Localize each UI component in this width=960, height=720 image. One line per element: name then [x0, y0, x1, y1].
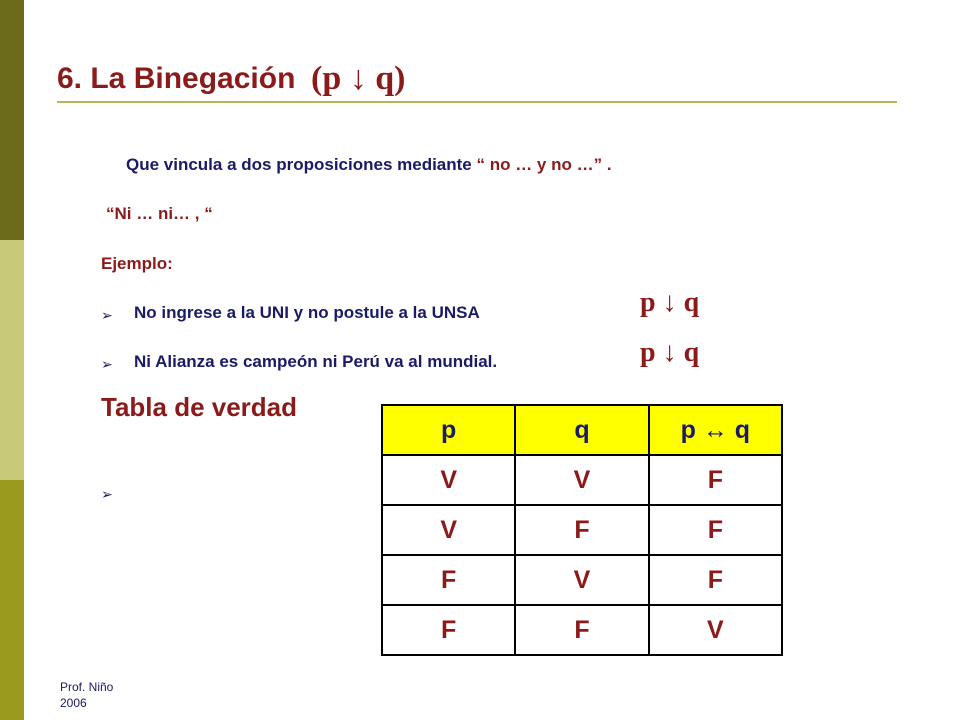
table-cell: V [382, 505, 515, 555]
header-result: p ↔ q [649, 405, 782, 455]
ni-ni-line: “Ni … ni… , “ [106, 204, 213, 223]
bullet-arrow-icon: ➢ [101, 356, 113, 372]
table-header-row [382, 405, 782, 455]
table-cell: V [649, 605, 782, 655]
header-q: q [515, 405, 648, 455]
table-cell: F [515, 605, 648, 655]
side-bar-middle [0, 240, 24, 480]
table-cell: F [649, 455, 782, 505]
example-item-2: Ni Alianza es campeón ni Perú va al mundial. [134, 352, 498, 371]
footer-author: Prof. Niño 2006 [60, 680, 114, 710]
title-formula: (p ↓ q) [307, 60, 409, 98]
title-underline [57, 101, 897, 103]
table-row [382, 605, 782, 655]
table-cell: F [515, 505, 648, 555]
side-bar-bottom [0, 480, 24, 720]
table-cell: F [649, 505, 782, 555]
slide-title: 6. La Binegación [57, 62, 296, 95]
side-bar-top [0, 0, 24, 240]
table-row [382, 505, 782, 555]
example-formula-1: p ↓ q [640, 287, 700, 318]
definition-text: Que vincula a dos proposiciones mediante [126, 155, 477, 174]
definition-line [126, 155, 612, 175]
bullet-arrow-icon: ➢ [101, 307, 113, 323]
table-row [382, 455, 782, 505]
definition-quote: “ no … y no …” . [476, 155, 612, 174]
table-cell: F [382, 605, 515, 655]
bullet-arrow-icon: ➢ [101, 486, 113, 502]
table-cell: V [382, 455, 515, 505]
example-formula-2: p ↓ q [640, 337, 700, 368]
table-cell: V [515, 555, 648, 605]
header-p: p [382, 405, 515, 455]
truth-table-heading: Tabla de verdad [101, 392, 298, 422]
table-cell: F [382, 555, 515, 605]
table-row [382, 555, 782, 605]
example-item-1: No ingrese a la UNI y no postule a la UNSA [134, 303, 480, 322]
truth-table [381, 404, 783, 656]
table-cell: V [515, 455, 648, 505]
example-label: Ejemplo: [101, 254, 173, 273]
table-cell: F [649, 555, 782, 605]
